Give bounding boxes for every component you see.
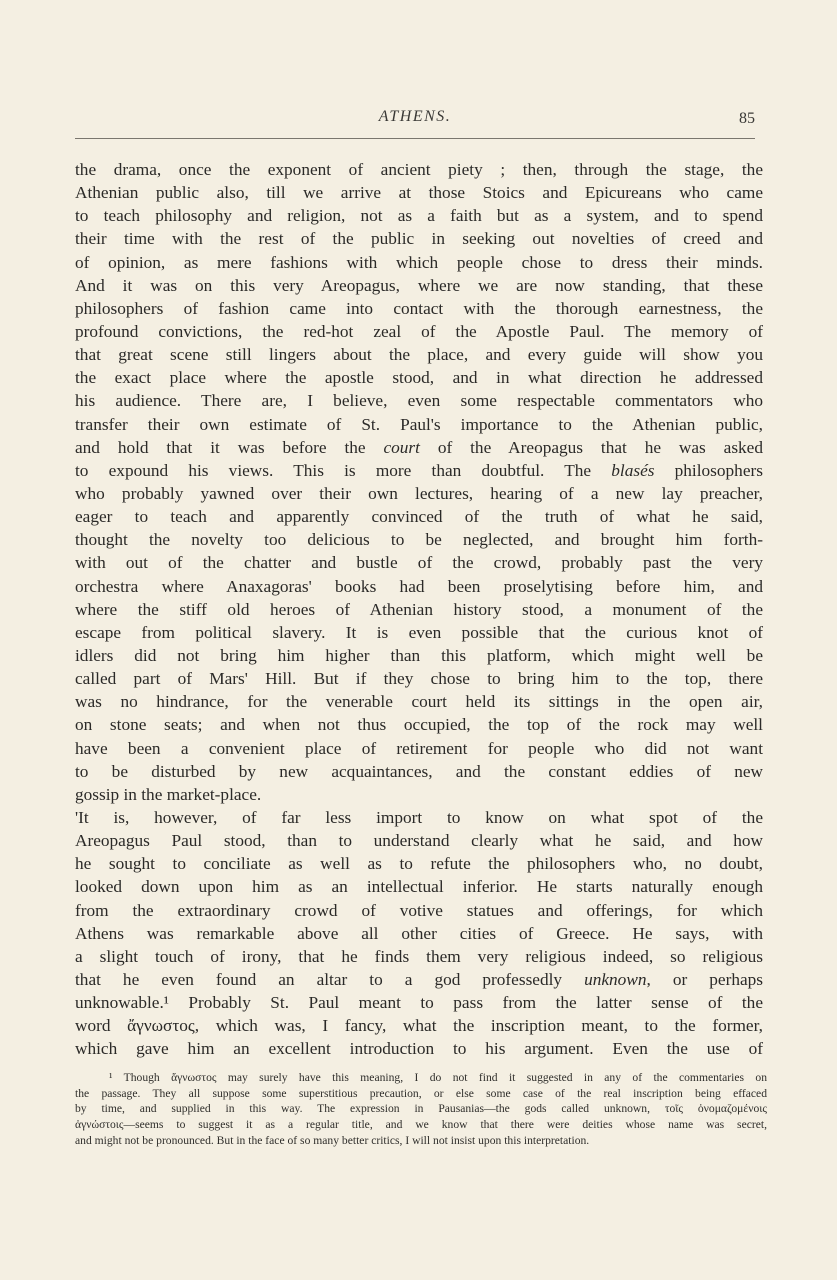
page-number: 85: [739, 110, 755, 127]
text-line: gossip in the market-place.: [75, 784, 262, 804]
text-line: Areopagus Paul stood, than to understand clearly what he said, and how: [75, 831, 763, 851]
text-line: profound convictions, the red-hot zeal of the Apostle Paul. The memory of: [75, 321, 763, 341]
italic-word: unknown: [584, 969, 647, 989]
text-line: word ἄγνωστος, which was, I fancy, what the inscription meant, to the former,: [75, 1016, 763, 1036]
text-line: on stone seats; and when not thus occupied, the top of the rock may well: [75, 715, 763, 735]
text-line: escape from political slavery. It is even possible that the curious knot of: [75, 622, 763, 642]
text-line: called part of Mars' Hill. But if they chose to bring him to the top, there: [75, 669, 763, 689]
text-line: was no hindrance, for the venerable court held its sittings in the open air,: [75, 692, 763, 712]
text-line: And it was on this very Areopagus, where we are now standing, that these: [75, 275, 763, 295]
footnote-line: and might not be pronounced. But in the face of so many better critics, I will not insist upon this interpretation.: [75, 1133, 590, 1147]
text-line: he sought to conciliate as well as to refute the philosophers who, no doubt,: [75, 854, 763, 874]
text-line: unknowable.¹ Probably St. Paul meant to pass from the latter sense of the: [75, 993, 763, 1013]
text-line: eager to teach and apparently convinced of the truth of what he said,: [75, 507, 763, 527]
text-line: looked down upon him as an intellectual inferior. He starts naturally enough: [75, 877, 763, 897]
text-line: that great scene still lingers about the place, and every guide will show you: [75, 345, 763, 365]
text-line: their time with the rest of the public in seeking out novelties of creed and: [75, 229, 763, 249]
text-line: of opinion, as mere fashions with which people chose to dress their minds.: [75, 252, 763, 272]
text-line: where the stiff old heroes of Athenian history stood, a monument of the: [75, 599, 763, 619]
text-line: the drama, once the exponent of ancient piety ; then, through the stage, the: [75, 160, 763, 179]
text-line: 'It is, however, of far less import to know on what spot of the: [75, 807, 763, 827]
text-line: thought the novelty too delicious to be neglected, and brought him forth-: [75, 530, 763, 550]
running-title: ATHENS.: [378, 108, 452, 125]
footnote-line: by time, and supplied in this way. The expression in Pausanias—the gods called unknown, τοῖς ὀνομαζομένοις: [75, 1102, 767, 1116]
footnote-line: the passage. They all suppose some superstitious precaution, or else some case of the real inscription being effaced: [75, 1086, 767, 1100]
page-header: [75, 108, 755, 132]
text-line: from the extraordinary crowd of votive statues and offerings, for which: [75, 900, 763, 920]
text-line: idlers did not bring him higher than this platform, which might well be: [75, 645, 763, 665]
italic-word: court: [383, 437, 420, 457]
text-line: a slight touch of irony, that he finds them very religious indeed, so religious: [75, 946, 763, 966]
text-line: to expound his views. This is more than doubtful. The blasés philosophers: [75, 460, 763, 480]
text-line: to teach philosophy and religion, not as a faith but as a system, and to spend: [75, 206, 763, 226]
text-line: his audience. There are, I believe, even some respectable commentators who: [75, 391, 763, 411]
text-line: who probably yawned over their own lectures, hearing of a new lay preacher,: [75, 483, 763, 503]
italic-word: blasés: [611, 460, 655, 480]
footnote-line: ἀγνώστοις—seems to suggest it as a regular title, and we know that there were deities whose name was secret,: [75, 1118, 767, 1132]
body-text: [75, 158, 763, 1060]
text-line: philosophers of fashion came into contact with the thorough earnestness, the: [75, 298, 763, 318]
text-line: orchestra where Anaxagoras' books had been proselytising before him, and: [75, 576, 763, 596]
header-rule: [75, 138, 755, 139]
text-line: to be disturbed by new acquaintances, and the constant eddies of new: [75, 761, 763, 781]
text-line: the exact place where the apostle stood, and in what direction he addressed: [75, 368, 763, 388]
footnotes: [75, 1070, 767, 1148]
text-line: Athenian public also, till we arrive at those Stoics and Epicureans who came: [75, 183, 763, 203]
text-line: with out of the chatter and bustle of the crowd, probably past the very: [75, 553, 763, 573]
text-line: Athens was remarkable above all other cities of Greece. He says, with: [75, 923, 763, 943]
footnote-line: ¹ Though ἄγνωστος may surely have this meaning, I do not find it suggested in any of the commentaries on: [109, 1071, 767, 1084]
text-line: have been a convenient place of retirement for people who did not want: [75, 738, 763, 758]
text-line: transfer their own estimate of St. Paul's importance to the Athenian public,: [75, 414, 763, 434]
text-line: that he even found an altar to a god professedly unknown, or perhaps: [75, 969, 763, 989]
text-line: and hold that it was before the court of the Areopagus that he was asked: [75, 437, 763, 457]
text-line: which gave him an excellent introduction to his argument. Even the use of: [75, 1039, 763, 1059]
